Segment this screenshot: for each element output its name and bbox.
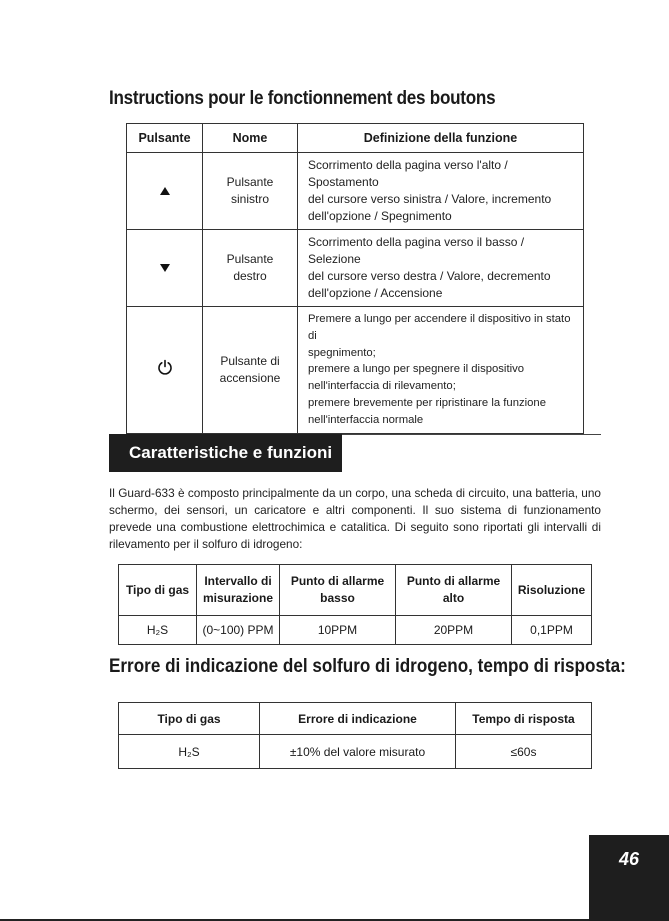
header-nome: Nome — [203, 124, 298, 153]
button-name: Pulsante di accensione — [203, 307, 298, 434]
button-definition: Scorrimento della pagina verso l'alto / Spostamento del cursore verso sinistra / Valore, incremento dell'opzione / Spegnimento — [298, 153, 584, 230]
table-row — [127, 230, 584, 307]
button-definition: Scorrimento della pagina verso il basso / Selezione del cursore verso destra / Valore, decremento dell'opzione / Accensione — [298, 230, 584, 307]
header-gas-type: Tipo di gas — [119, 565, 197, 616]
cell-range: (0~100) PPM — [197, 616, 280, 645]
error-response-table — [118, 702, 592, 769]
header-gas-type: Tipo di gas — [119, 703, 260, 735]
cell-low-alarm: 10PPM — [280, 616, 396, 645]
power-icon — [157, 359, 173, 375]
table-header-row — [127, 124, 584, 153]
power-cell — [127, 307, 203, 434]
section-banner: Caratteristiche e funzioni — [109, 434, 342, 472]
button-instructions-table — [126, 123, 584, 434]
cell-gas: H₂S — [119, 735, 260, 769]
cell-response-time: ≤60s — [456, 735, 592, 769]
header-resolution: Risoluzione — [512, 565, 592, 616]
table-row — [127, 153, 584, 230]
header-low-alarm: Punto di allarme basso — [280, 565, 396, 616]
header-error: Errore di indicazione — [260, 703, 456, 735]
header-pulsante: Pulsante — [127, 124, 203, 153]
up-triangle-icon — [160, 187, 170, 195]
down-triangle-icon — [160, 264, 170, 272]
button-name: Pulsante sinistro — [203, 153, 298, 230]
up-triangle-cell — [127, 153, 203, 230]
table-row — [119, 616, 592, 645]
down-triangle-cell — [127, 230, 203, 307]
table-header-row — [119, 565, 592, 616]
section-title-buttons: Instructions pour le fonctionnement des boutons — [109, 88, 496, 109]
table-row — [119, 735, 592, 769]
button-name: Pulsante destro — [203, 230, 298, 307]
description-paragraph: Il Guard-633 è composto principalmente da un corpo, una scheda di circuito, una batteria, uno schermo, dei sensori, un caricatore e altri componenti. Il suo sistema di funzionamento prevede una combustione elettrochimica e catalitica. Di seguito sono riportati gli intervalli di rilevamento per il solfuro di idrogeno: — [109, 486, 601, 551]
page-number: 46 — [589, 835, 669, 921]
cell-error: ±10% del valore misurato — [260, 735, 456, 769]
table-header-row — [119, 703, 592, 735]
cell-high-alarm: 20PPM — [396, 616, 512, 645]
header-definizione: Definizione della funzione — [298, 124, 584, 153]
detection-range-table — [118, 564, 592, 645]
header-response-time: Tempo di risposta — [456, 703, 592, 735]
header-range: Intervallo di misurazione — [197, 565, 280, 616]
button-definition: Premere a lungo per accendere il dispositivo in stato di spegnimento; premere a lungo per spegnere il dispositivo nell'interfaccia di rilevamento; premere brevemente per ripristinare la funzione nell'interfaccia normale — [298, 307, 584, 434]
cell-resolution: 0,1PPM — [512, 616, 592, 645]
table-row — [127, 307, 584, 434]
cell-gas: H₂S — [119, 616, 197, 645]
section-title-error: Errore di indicazione del solfuro di idrogeno, tempo di risposta: — [109, 656, 626, 677]
divider — [342, 434, 601, 435]
header-high-alarm: Punto di allarme alto — [396, 565, 512, 616]
